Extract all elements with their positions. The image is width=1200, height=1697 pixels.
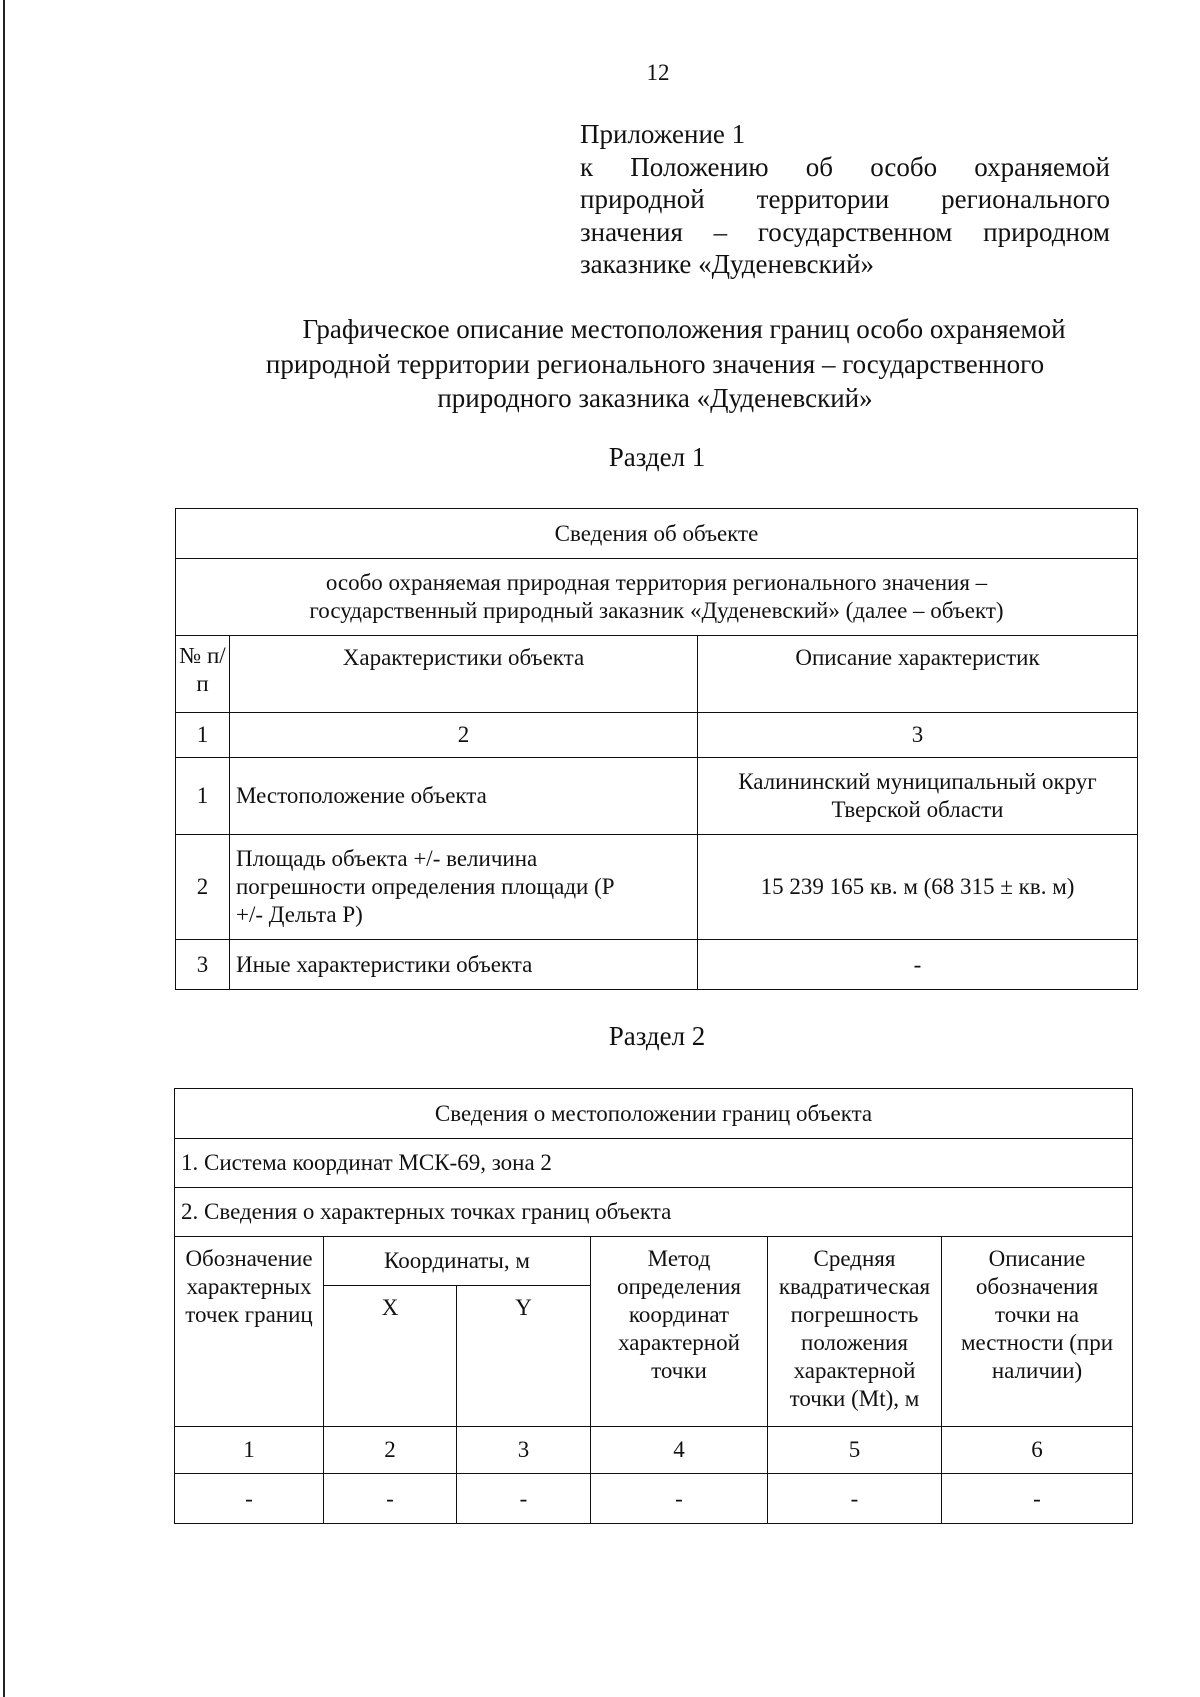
table-cell: -: [175, 1474, 324, 1524]
appendix-block: [580, 118, 1110, 281]
column-number: 2: [230, 713, 698, 758]
appendix-line: значения – государственном природном: [580, 216, 1110, 247]
object-line: особо охраняемая природная территория регионального значения –: [325, 570, 988, 595]
column-number: 3: [698, 713, 1138, 758]
column-number: 4: [591, 1427, 768, 1474]
coord-system-row: 1. Система координат МСК-69, зона 2: [175, 1139, 1133, 1188]
table-row: [176, 835, 1138, 940]
column-number: 1: [176, 713, 230, 758]
column-number: 6: [942, 1427, 1133, 1474]
column-header: Метод определения координат характерной точки: [591, 1237, 768, 1427]
table-cell: -: [457, 1474, 591, 1524]
scan-edge: [3, 0, 5, 1697]
row-value: -: [698, 940, 1138, 990]
column-header: Описание обозначения точки на местности (при наличии): [942, 1237, 1133, 1427]
document-title: [175, 312, 1135, 416]
object-line: государственный природный заказник «Дуденевский» (далее – объект): [309, 598, 1004, 623]
column-number: 2: [324, 1427, 457, 1474]
boundary-points-table: [174, 1088, 1133, 1524]
appendix-line: Приложение 1: [580, 119, 746, 149]
table-row: [175, 1474, 1133, 1524]
object-name-cell: [176, 559, 1138, 636]
table-cell: -: [324, 1474, 457, 1524]
row-value: 15 239 165 кв. м (68 315 ± кв. м): [698, 835, 1138, 940]
table-cell: -: [768, 1474, 942, 1524]
column-header: Y: [457, 1286, 591, 1427]
points-header-row: 2. Сведения о характерных точках границ объекта: [175, 1188, 1133, 1237]
row-name: Площадь объекта +/- величина погрешности определения площади (Р +/- Дельта Р): [230, 835, 698, 940]
table-header: Сведения об объекте: [176, 509, 1138, 559]
title-line: природного заказника «Дуденевский»: [437, 383, 873, 413]
row-number: 2: [176, 835, 230, 940]
section1-title: Раздел 1: [608, 442, 706, 472]
row-name: Иные характеристики объекта: [230, 940, 698, 990]
column-header: № п/п: [176, 636, 230, 713]
appendix-line: природной территории регионального: [580, 184, 1110, 214]
table-row: [176, 940, 1138, 990]
table-cell: -: [591, 1474, 768, 1524]
column-number: 1: [175, 1427, 324, 1474]
column-header: Средняя квадратическая погрешность положения характерной точки (Mt), м: [768, 1237, 942, 1427]
column-header: Характеристики объекта: [230, 636, 698, 713]
appendix-line: к Положению об особо охраняемой: [580, 151, 1110, 182]
row-name: Местоположение объекта: [230, 758, 698, 835]
object-info-table: [175, 508, 1138, 990]
column-number: 3: [457, 1427, 591, 1474]
row-number: 3: [176, 940, 230, 990]
page-number: 12: [646, 60, 670, 85]
appendix-line: заказнике «Дуденевский»: [580, 249, 875, 279]
title-line: Графическое описание местоположения границ особо охраняемой: [302, 314, 1066, 344]
column-header: Описание характеристик: [698, 636, 1138, 713]
column-number: 5: [768, 1427, 942, 1474]
title-line: природной территории регионального значения – государственного: [265, 348, 1045, 379]
table-header: Сведения о местоположении границ объекта: [175, 1089, 1133, 1139]
section2-title: Раздел 2: [608, 1021, 706, 1051]
table-row: [176, 758, 1138, 835]
column-header: Координаты, м: [324, 1237, 591, 1286]
row-value: Калининский муниципальный округ Тверской области: [698, 758, 1138, 835]
column-header: X: [324, 1286, 457, 1427]
row-number: 1: [176, 758, 230, 835]
table-cell: -: [942, 1474, 1133, 1524]
column-header: Обозначение характерных точек границ: [175, 1237, 324, 1427]
